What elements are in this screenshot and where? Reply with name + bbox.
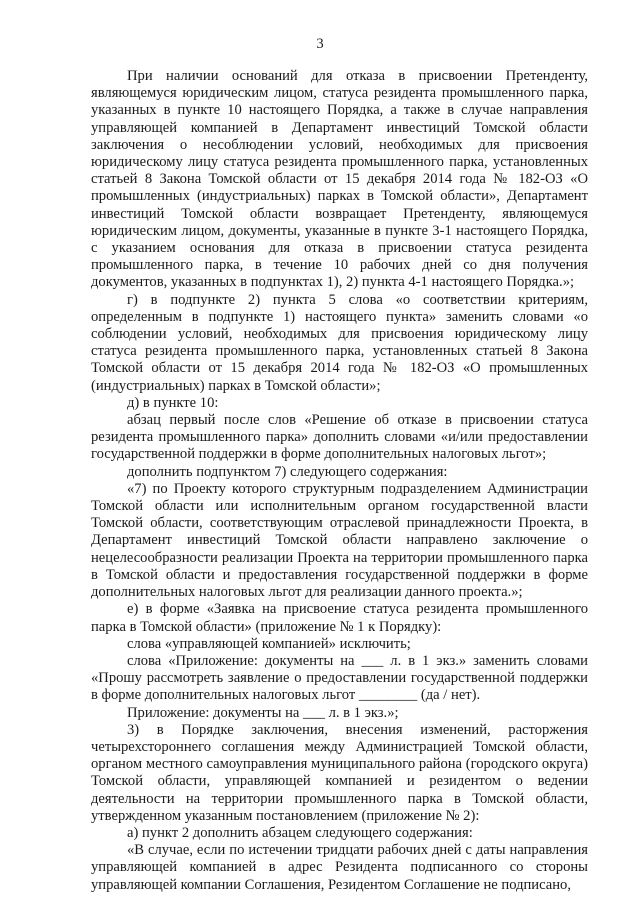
paragraph-item-g: г) в подпункте 2) пункта 5 слова «о соответствии критериям, определенным в подпункте 1) настоящего пункта» заменить словами «о соблюдении условий, необходимых для присвоения юридическому лицу статуса резидента промышленного парка, установленных статьей 8 Закона Томской области от 15 декабря 2014 года № 182-ОЗ «О промышленных (индустриальных) парках в Томской области»; (91, 291, 588, 394)
paragraph-item-e: е) в форме «Заявка на присвоение статуса резидента промышленного парка в Томской области» (приложение № 1 к Порядку): (91, 601, 588, 635)
page-number: 3 (316, 36, 324, 52)
paragraph-attachment: Приложение: документы на ___ л. в 1 экз.»; (127, 704, 399, 721)
paragraph-exclude-words: слова «управляющей компанией» исключить; (127, 635, 411, 652)
paragraph-item-a: а) пункт 2 дополнить абзацем следующего содержания: (127, 824, 473, 841)
paragraph-quote-case: «В случае, если по истечении тридцати рабочих дней с даты направления управляющей компанией в адрес Резидента подписанного со стороны управляющей компании Соглашения, Резидентом Соглашение не подписано, (91, 842, 588, 893)
document-body (91, 68, 588, 894)
paragraph-item-3: 3) в Порядке заключения, внесения изменений, расторжения четырехстороннего соглашения между Администрацией Томской области, органом местного самоуправления муниципального района (городского округа) Томской области, управляющей компанией и резидентом о ведении деятельности на территории промышленного парка в Томской области, утвержденном указанным постановлением (приложение № 2): (91, 721, 588, 824)
paragraph-replace-words: слова «Приложение: документы на ___ л. в 1 экз.» заменить словами «Прошу рассмотреть заявление о предоставлении государственной поддержки в форме дополнительных налоговых льгот ________ (да / нет). (91, 652, 588, 704)
paragraph-subitem-7: «7) по Проекту которого структурным подразделением Администрации Томской области или исполнительным органом государственной власти Томской области, соответствующим отраслевой принадлежности Проекта, в Департамент инвестиций Томской области направлено заключение о нецелесообразности реализации Проекта на территории промышленного парка в Томской области и предоставления государственной поддержки в форме дополнительных налоговых льгот для реализации данного проекта.»; (91, 480, 588, 601)
paragraph-refusal-grounds: При наличии оснований для отказа в присвоении Претенденту, являющемуся юридическим лицом, статуса резидента промышленного парка, указанных в пункте 10 настоящего Порядка, а также в случае направления управляющей компанией в Департамент инвестиций Томской области заключения о несоблюдении условий, необходимых для присвоения юридическому лицу статуса резидента промышленного парка, установленных статьей 8 Закона Томской области от 15 декабря 2014 года № 182-ОЗ «О промышленных (индустриальных) парках в Томской области», Департамент инвестиций Томской области возвращает Претенденту, являющемуся юридическим лицом, документы, указанные в пункте 3-1 настоящего Порядка, с указанием основания для отказа в присвоении статуса резидента промышленного парка, в течение 10 рабочих дней со дня получения документов, указанных в подпунктах 1), 2) пункта 4-1 настоящего Порядка.»; (91, 68, 588, 291)
paragraph-item-d: д) в пункте 10: (127, 394, 219, 411)
paragraph-first-indent: абзац первый после слов «Решение об отказе в присвоении статуса резидента промышленного парка» дополнить словами «и/или предоставлении государственной поддержки в форме дополнительных налоговых льгот»; (91, 412, 588, 463)
paragraph-add-subitem: дополнить подпунктом 7) следующего содержания: (127, 463, 448, 480)
